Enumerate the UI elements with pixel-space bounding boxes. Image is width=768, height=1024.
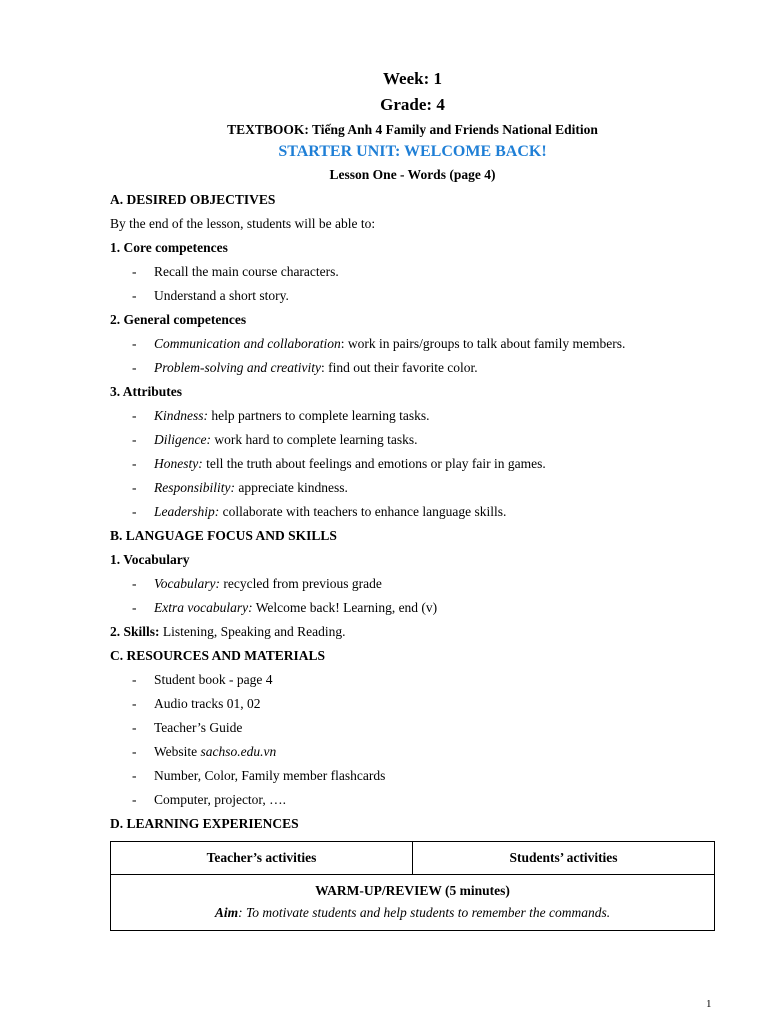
list-item: - Recall the main course characters. xyxy=(132,264,339,279)
lesson-title: Lesson One - Words (page 4) xyxy=(329,167,496,182)
core-competences-heading: 1. Core competences xyxy=(110,240,228,255)
section-b-heading: B. LANGUAGE FOCUS AND SKILLS xyxy=(110,528,337,543)
learning-experiences-table xyxy=(110,841,715,931)
list-item: - Student book - page 4 xyxy=(132,672,273,687)
students-activities-header: Students’ activities xyxy=(413,842,715,875)
list-item: - Audio tracks 01, 02 xyxy=(132,696,261,711)
week-heading: Week: 1 xyxy=(382,69,443,88)
section-d-heading: D. LEARNING EXPERIENCES xyxy=(110,816,299,831)
vocabulary-heading: 1. Vocabulary xyxy=(110,552,190,567)
grade-heading: Grade: 4 xyxy=(380,95,445,114)
list-item: - Website sachso.edu.vn xyxy=(132,744,277,759)
list-item: - Computer, projector, …. xyxy=(132,792,287,807)
list-item: - Diligence: work hard to complete learning tasks. xyxy=(132,432,418,447)
list-item: - Honesty: tell the truth about feelings and emotions or play fair in games. xyxy=(132,456,546,471)
unit-title: STARTER UNIT: WELCOME BACK! xyxy=(278,143,547,160)
page-number: 1 xyxy=(706,998,712,1010)
warmup-cell xyxy=(111,875,715,931)
teacher-activities-header: Teacher’s activities xyxy=(111,842,413,875)
skills-line: 2. Skills: Listening, Speaking and Reading. xyxy=(110,624,346,639)
list-item: - Teacher’s Guide xyxy=(132,720,243,735)
section-c-heading: C. RESOURCES AND MATERIALS xyxy=(110,648,326,663)
list-item: - Leadership: collaborate with teachers to enhance language skills. xyxy=(132,504,507,519)
list-item: - Extra vocabulary: Welcome back! Learning, end (v) xyxy=(132,600,438,615)
list-item: - Kindness: help partners to complete learning tasks. xyxy=(132,408,430,423)
list-item: - Number, Color, Family member flashcards xyxy=(132,768,386,783)
section-a-heading: A. DESIRED OBJECTIVES xyxy=(110,192,276,207)
aim-line: Aim: To motivate students and help students to remember the commands. xyxy=(214,905,611,920)
general-competences-heading: 2. General competences xyxy=(110,312,247,327)
warmup-title: WARM-UP/REVIEW (5 minutes) xyxy=(315,883,510,898)
list-item: - Vocabulary: recycled from previous grade xyxy=(132,576,382,591)
list-item: - Problem-solving and creativity: find out their favorite color. xyxy=(132,360,478,375)
list-item: - Responsibility: appreciate kindness. xyxy=(132,480,348,495)
attributes-heading: 3. Attributes xyxy=(110,384,182,399)
objectives-intro: By the end of the lesson, students will be able to: xyxy=(110,216,376,231)
textbook-title: TEXTBOOK: Tiếng Anh 4 Family and Friends National Edition xyxy=(227,122,598,137)
list-item: - Communication and collaboration: work in pairs/groups to talk about family members. xyxy=(132,336,626,351)
list-item: - Understand a short story. xyxy=(132,288,289,303)
lesson-plan-page xyxy=(110,66,715,931)
